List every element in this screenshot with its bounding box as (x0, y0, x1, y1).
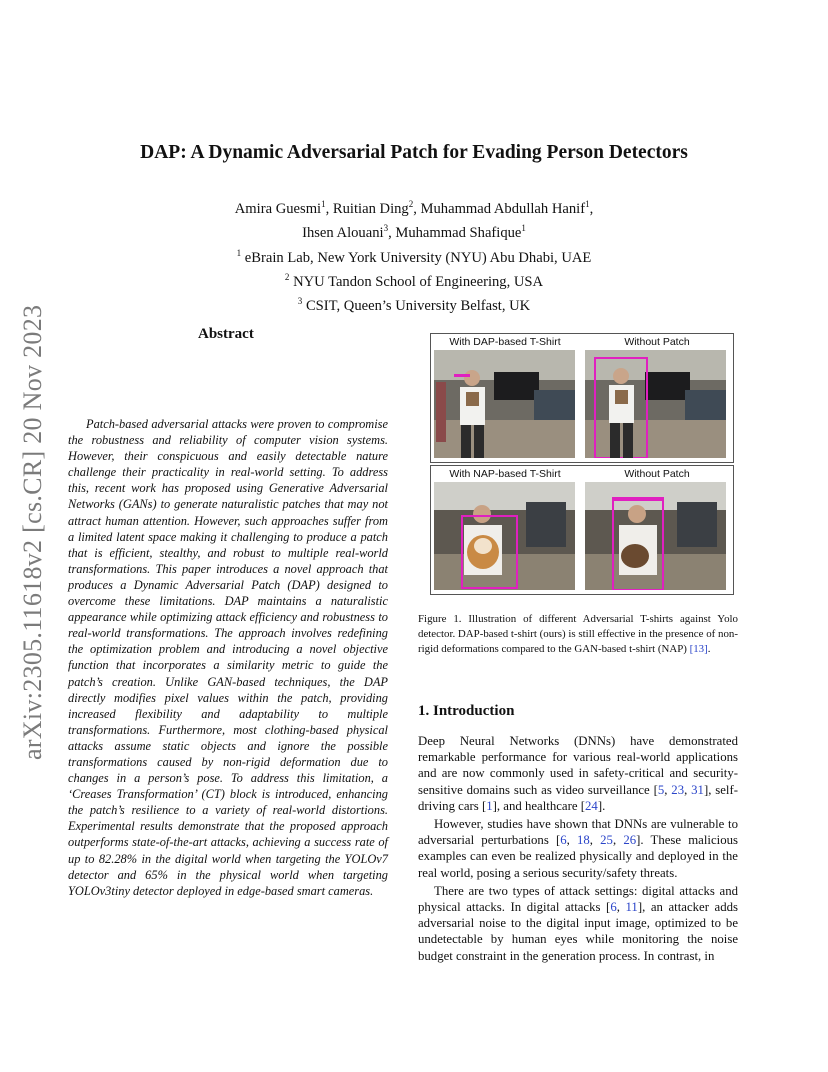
photo-without-patch-top (585, 350, 726, 458)
arxiv-stamp: arXiv:2305.11618v2 [cs.CR] 20 Nov 2023 (18, 304, 47, 760)
citation-link[interactable]: [13] (689, 643, 708, 656)
paragraph-1: Deep Neural Networks (DNNs) have demonstrated remarkable performance for various real-world applications and are now commonly used in safety-critical and security-sensitive domains such as video surveillance [5, 23, 31], self-driving cars [1], and healthcare [24]. (418, 734, 738, 813)
citation-link[interactable]: 25 (600, 833, 613, 848)
citation-link[interactable]: 23 (671, 782, 685, 797)
figure-caption: Figure 1. Illustration of different Adversarial T-shirts against Yolo detector. DAP-based t-shirt (ours) is still effective in the presence of non-rigid deformations compared to the GAN-based t-shirt (NAP) [13]. (418, 613, 738, 656)
label-without-patch-bottom: Without Patch (624, 468, 690, 480)
label-dap-shirt: With DAP-based T-Shirt (449, 336, 561, 348)
photo-without-patch-bottom (585, 482, 726, 590)
paper-title: DAP: A Dynamic Adversarial Patch for Evading Person Detectors (140, 142, 688, 163)
paragraph-3: There are two types of attack settings: digital attacks and physical attacks. In digital attacks [6, 11], an attacker adds adversarial noise to the digital input image, optimized to be undetectable by human eyes while monitoring the noise budget constraint in the generation process. In contrast, in (418, 883, 738, 963)
citation-link[interactable]: 6 (610, 900, 617, 915)
photo-dap-shirt (434, 350, 575, 458)
label-without-patch-top: Without Patch (624, 336, 690, 348)
citation-link[interactable]: 1 (486, 798, 493, 813)
citation-link[interactable]: 6 (560, 833, 567, 848)
affiliation-2: $^2$ NYU Tandon School of Engineering, USA (284, 271, 544, 290)
authors-line-1: Amira Guesmi$^1$, Ruitian Ding$^2$, Muhammad Abdullah Hanif$^1$, (234, 199, 594, 217)
authors-line-2: Ihsen Alouani$^3$, Muhammad Shafique$^1$ (302, 223, 526, 242)
figure-bottom-panel (430, 465, 734, 595)
affiliation-1: $^1$ eBrain Lab, New York University (NYU) Abu Dhabi, UAE (236, 247, 592, 266)
figure-top-panel (430, 333, 734, 463)
abstract-heading: Abstract (198, 326, 254, 342)
paragraph-2: However, studies have shown that DNNs are vulnerable to adversarial perturbations [6, 18, 25, 26]. These malicious examples can even be realized physically and deployed in the real world, posing a serious security/safety threats. (418, 817, 738, 880)
citation-link[interactable]: 26 (623, 833, 637, 848)
citation-link[interactable]: 18 (577, 833, 590, 848)
figure-1 (430, 333, 734, 603)
citation-link[interactable]: 11 (625, 900, 638, 915)
citation-link[interactable]: 31 (691, 782, 704, 797)
photo-nap-shirt (434, 482, 575, 590)
abstract-text: Patch-based adversarial attacks were proven to compromise the robustness and reliability of computer vision systems. However, their conspicuous and easily detectable nature challenge their practicality in real-world setting. To address this, recent work has proposed using Generative Adversarial Networks (GANs) to generate naturalistic patches that may not attract human attention. However, such approaches suffer from a limited latent space making it challenging to produce a patch that is efficient, stealthy, and robust to multiple real-world transformations. This paper introduces a novel approach that produces a Dynamic Adversarial Patch (DAP) designed to overcome these limitations. DAP maintains a naturalistic appearance while optimizing attack efficiency and robustness to real-world transformations. The approach involves redefining the optimization problem and introducing a novel objective function that incorporates a similarity metric to guide the patch’s creation. Unlike GAN-based techniques, the DAP directly modifies pixel values within the patch, providing increased flexibility and adaptability to multiple transformations. Furthermore, most clothing-based physical attacks assume static objects and ignore the possible transformations caused by non-rigid deformation due to changes in a person’s pose. To address this limitation, a ‘Creases Transformation’ (CT) block is introduced, enhancing the patch’s resilience to a variety of real-world distortions. Experimental results demonstrate that the proposed approach outperforms state-of-the-art attacks, achieving a success rate of up to 82.28% in the digital world when targeting the YOLOv7 detector and 65% in the physical world when targeting YOLOv3tiny detector deployed in edge-based smart cameras. (68, 417, 388, 898)
label-nap-shirt: With NAP-based T-Shirt (449, 468, 561, 480)
citation-link[interactable]: 24 (585, 798, 598, 813)
section-heading-introduction: 1. Introduction (418, 703, 515, 719)
introduction-body (418, 733, 738, 966)
affiliation-3: $^3$ CSIT, Queen’s University Belfast, UK (297, 296, 531, 314)
citation-link[interactable]: 5 (657, 782, 665, 797)
author-block (0, 195, 828, 316)
